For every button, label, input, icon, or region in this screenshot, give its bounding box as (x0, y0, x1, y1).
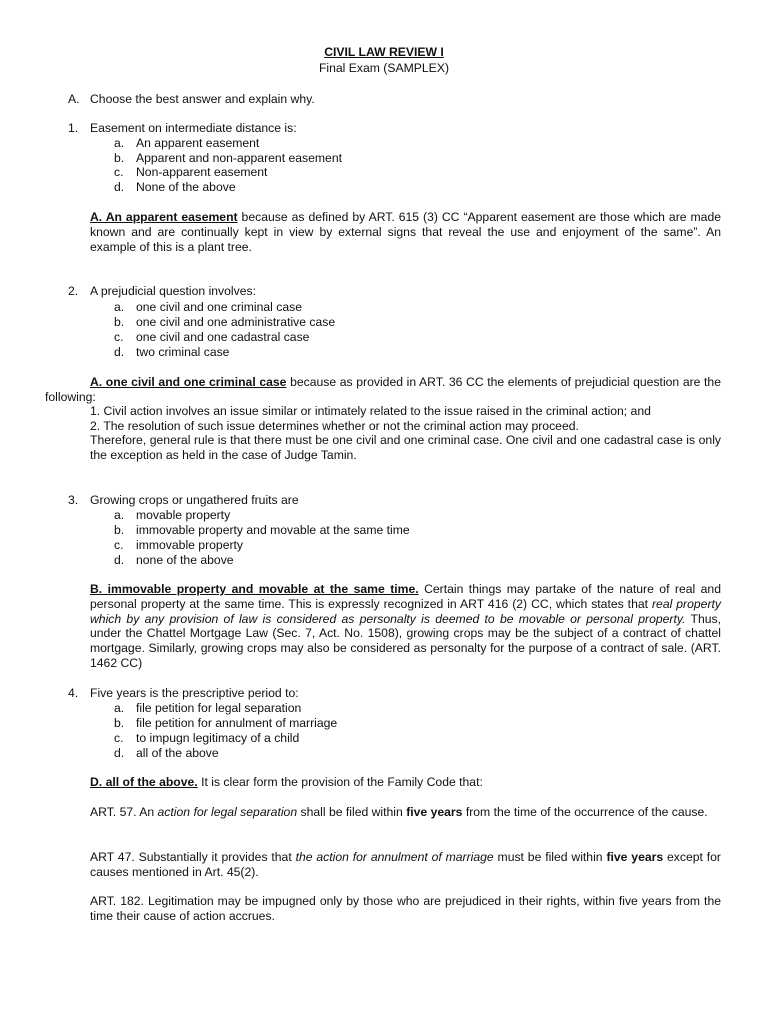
question-3-number: 3. (68, 493, 79, 507)
question-2-option-d: d. two criminal case (114, 345, 230, 359)
question-3-answer: B. immovable property and movable at the same time. Certain things may partake of the nature of real and personal property at the same time. This is expressly recognized in ART 416 (2) CC, which states that real property which by any provision of law is considered as personalty is deemed to be movable or personal property. Thus, under the Chattel Mortgage Law (Sec. 7, Act. No. 1508), growing crops may be the subject of a contract of chattel mortgage. Similarly, growing crops may also be considered as personalty for the purpose of a contract of sale. (ART. 1462 CC) (90, 582, 722, 670)
question-4-option-d: d. all of the above (114, 746, 219, 760)
question-4-option-a: a. file petition for legal separation (114, 701, 302, 715)
article-182: ART. 182. Legitimation may be impugned only by those who are prejudiced in their rights, within five years from the time their cause of action accrues. (90, 894, 721, 923)
question-1-text: Easement on intermediate distance is: (90, 121, 297, 135)
document-subtitle: Final Exam (SAMPLEX) (318, 61, 450, 75)
answer-label: A. An apparent easement (90, 210, 238, 224)
question-2-option-a: a. one civil and one criminal case (114, 300, 302, 314)
question-3-option-c: c. immovable property (114, 538, 244, 552)
question-3-option-d: d. none of the above (114, 553, 234, 567)
question-4-text: Five years is the prescriptive period to: (90, 686, 299, 700)
question-2-option-b: b. one civil and one administrative case (114, 315, 336, 329)
question-4-answer: D. all of the above. It is clear form the provision of the Family Code that: (90, 775, 483, 789)
section-instruction: Choose the best answer and explain why. (90, 92, 315, 106)
question-1-number: 1. (68, 121, 79, 135)
question-1-answer: A. An apparent easement because as defined by ART. 615 (3) CC “Apparent easement are those which are made known and are continually kept in view by external signs that reveal the use and enjoyment of the same”. An example of this is a plant tree. (90, 210, 721, 254)
answer-label: A. one civil and one criminal case (90, 375, 287, 389)
article-57: ART. 57. An action for legal separation shall be filed within five years from the time of the occurrence of the cause. (90, 805, 708, 819)
question-3-option-b: b. immovable property and movable at the same time (114, 523, 410, 537)
question-4-option-b: b. file petition for annulment of marriage (114, 716, 338, 730)
question-3-option-a: a. movable property (114, 508, 231, 522)
question-2-point-1: 1. Civil action involves an issue similar or intimately related to the issue raised in the criminal action; and (90, 404, 651, 418)
question-2-answer: A. one civil and one criminal case because as provided in ART. 36 CC the elements of prejudicial question are the following: (45, 375, 721, 404)
question-2-conclusion: Therefore, general rule is that there must be one civil and one criminal case. One civil and one cadastral case is only the exception as held in the case of Judge Tamin. (90, 433, 721, 462)
question-2-text: A prejudicial question involves: (90, 284, 256, 298)
answer-label: D. all of the above. (90, 775, 198, 789)
question-1-option-c: c. Non-apparent easement (114, 165, 268, 179)
question-2-option-c: c. one civil and one cadastral case (114, 330, 310, 344)
question-2-point-2: 2. The resolution of such issue determines whether or not the criminal action may proceed. (90, 419, 579, 433)
answer-label: B. immovable property and movable at the same time. (90, 582, 419, 596)
question-2-number: 2. (68, 284, 79, 298)
article-47: ART 47. Substantially it provides that the action for annulment of marriage must be filed within five years except for causes mentioned in Art. 45(2). (90, 850, 721, 879)
question-1-option-b: b. Apparent and non-apparent easement (114, 151, 342, 165)
question-1-option-d: d. None of the above (114, 180, 236, 194)
question-3-text: Growing crops or ungathered fruits are (90, 493, 299, 507)
question-1-option-a: a. An apparent easement (114, 136, 260, 150)
section-label: A. (68, 92, 80, 106)
question-4-option-c: c. to impugn legitimacy of a child (114, 731, 300, 745)
question-4-number: 4. (68, 686, 79, 700)
document-title: CIVIL LAW REVIEW I (324, 45, 444, 59)
